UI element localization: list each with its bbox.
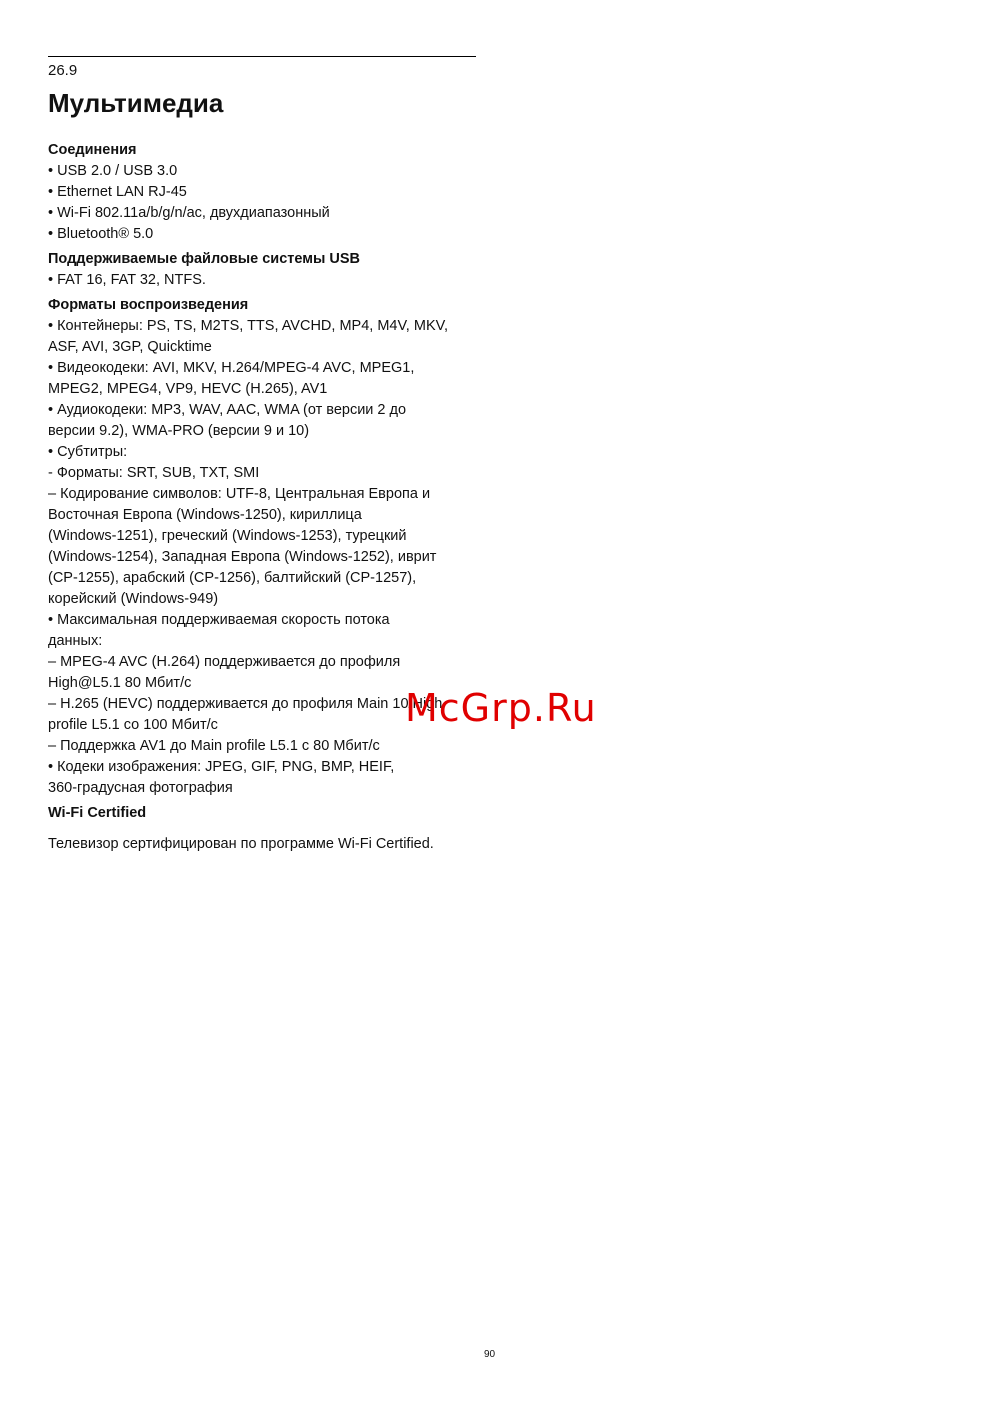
text-line: – Поддержка AV1 до Main profile L5.1 с 80 Мбит/с — [48, 738, 380, 754]
playback-heading: Форматы воспроизведения — [48, 297, 249, 313]
text-line: (Windows-1254), Западная Европа (Windows-1252), иврит — [48, 549, 437, 565]
text-line: данных: — [48, 633, 103, 649]
page-number: 90 — [484, 1349, 496, 1360]
section-rule — [48, 56, 476, 57]
text-line: (CP-1255), арабский (CP-1256), балтийский (CP-1257), — [48, 570, 417, 586]
text-line: • Видеокодеки: AVI, MKV, H.264/MPEG-4 AVC, MPEG1, — [48, 360, 415, 376]
text-line: profile L5.1 со 100 Мбит/с — [48, 717, 218, 733]
text-line: корейский (Windows-949) — [48, 591, 219, 607]
text-line: High@L5.1 80 Мбит/с — [48, 675, 192, 691]
list-item: • FAT 16, FAT 32, NTFS. — [48, 272, 206, 288]
watermark: McGrp.Ru — [405, 686, 597, 730]
text-line: – H.265 (HEVC) поддерживается до профиля Main 10/High — [48, 696, 443, 712]
text-line: MPEG2, MPEG4, VP9, HEVC (H.265), AV1 — [48, 381, 328, 397]
page-title: Мультимедиа — [48, 88, 224, 118]
text-line: • Аудиокодеки: MP3, WAV, AAC, WMA (от версии 2 до — [48, 402, 407, 418]
text-line: ASF, AVI, 3GP, Quicktime — [48, 339, 212, 355]
text-line: • Контейнеры: PS, TS, M2TS, TTS, AVCHD, MP4, M4V, MKV, — [48, 318, 448, 334]
list-item: • USB 2.0 / USB 3.0 — [48, 163, 178, 179]
text-line: – Кодирование символов: UTF-8, Центральная Европа и — [48, 486, 431, 502]
text-line: - Форматы: SRT, SUB, TXT, SMI — [48, 465, 260, 481]
text-line: • Субтитры: — [48, 444, 128, 460]
wifi-certified-text: Телевизор сертифицирован по программе Wi-Fi Certified. — [48, 836, 434, 852]
text-line: • Кодеки изображения: JPEG, GIF, PNG, BMP, HEIF, — [48, 759, 395, 775]
text-line: версии 9.2), WMA-PRO (версии 9 и 10) — [48, 423, 310, 439]
section-number: 26.9 — [48, 62, 78, 79]
spec-content — [48, 140, 478, 855]
wifi-certified-heading: Wi-Fi Certified — [48, 805, 147, 821]
text-line: 360-градусная фотография — [48, 780, 233, 796]
list-item: • Ethernet LAN RJ-45 — [48, 184, 187, 200]
usb-fs-heading: Поддерживаемые файловые системы USB — [48, 251, 360, 267]
text-line: • Максимальная поддерживаемая скорость потока — [48, 612, 390, 628]
list-item: • Bluetooth® 5.0 — [48, 226, 154, 242]
list-item: • Wi-Fi 802.11a/b/g/n/ac, двухдиапазонный — [48, 205, 330, 221]
text-line: Восточная Европа (Windows-1250), кириллица — [48, 507, 362, 523]
connections-heading: Соединения — [48, 142, 137, 158]
text-line: – MPEG-4 AVC (H.264) поддерживается до профиля — [48, 654, 401, 670]
text-line: (Windows-1251), греческий (Windows-1253), турецкий — [48, 528, 407, 544]
